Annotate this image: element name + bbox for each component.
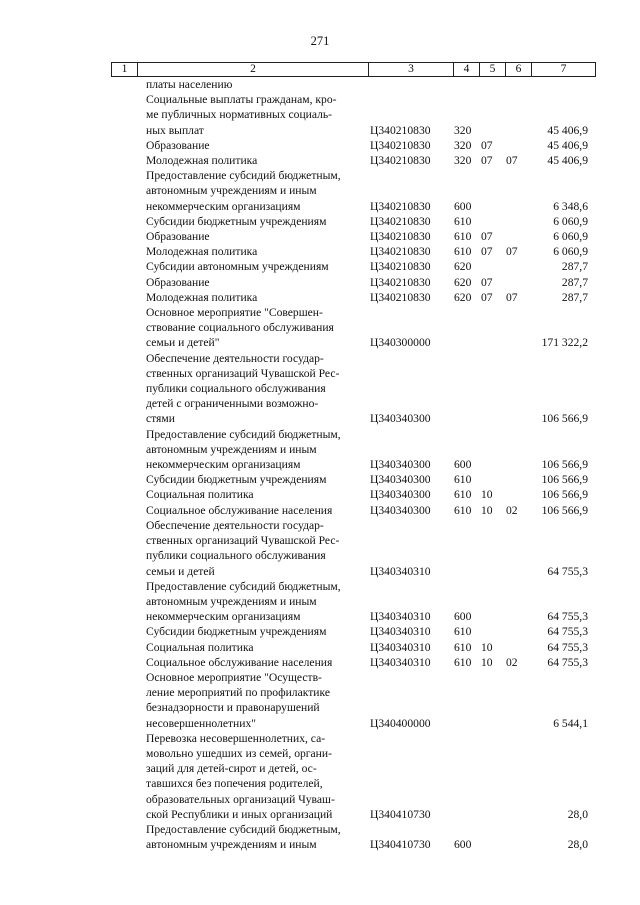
- row-amount: 45 406,9: [547, 123, 588, 137]
- row-amount: 287,7: [561, 275, 588, 289]
- row-name: Социальная политика: [146, 488, 254, 502]
- row-code: Ц340210830: [370, 154, 431, 168]
- table-row: [0, 640, 640, 655]
- row-col-6: 07: [506, 154, 518, 168]
- row-col-4: 610: [454, 655, 472, 669]
- row-code: Ц340210830: [370, 138, 431, 152]
- row-name: Предоставление субсидий бюджетным, автономным учреждениям и иным некоммерческим организациям: [146, 579, 341, 624]
- row-name: Перевозка несовершеннолетних, са- мовольно ушедших из семей, органи- заций для детей-сирот и детей, ос- тавшихся без попечения родителей, образовательных организаций Чуваш- ской Республики и иных организаций: [146, 731, 335, 821]
- row-name: Субсидии бюджетным учреждениям: [146, 214, 327, 228]
- table-row: [0, 259, 640, 274]
- row-col-5: 07: [481, 138, 493, 152]
- row-amount: 106 566,9: [541, 473, 588, 487]
- row-col-5: 10: [481, 488, 493, 502]
- row-amount: 171 322,2: [541, 336, 588, 350]
- row-name: Социальное обслуживание населения: [146, 655, 333, 669]
- table-row: [0, 214, 640, 229]
- row-amount: 6 060,9: [553, 214, 588, 228]
- row-amount: 64 755,3: [547, 655, 588, 669]
- row-code: Ц340340300: [370, 458, 431, 472]
- row-name: Молодежная политика: [146, 154, 258, 168]
- table-row: [0, 822, 640, 852]
- row-name: Социальное обслуживание населения: [146, 503, 333, 517]
- table-row: [0, 351, 640, 427]
- header-col-6: 6: [506, 63, 532, 77]
- row-name: Предоставление субсидий бюджетным, автономным учреждениям и иным некоммерческим организациям: [146, 427, 341, 472]
- row-code: Ц340210830: [370, 290, 431, 304]
- row-code: Ц340210830: [370, 199, 431, 213]
- table-row: [0, 670, 640, 731]
- row-name: Социальные выплаты гражданам, кро- ме публичных нормативных социаль- ных выплат: [146, 93, 337, 137]
- row-code: Ц340340310: [370, 564, 431, 578]
- row-code: Ц340340310: [370, 625, 431, 639]
- row-code: Ц340210830: [370, 245, 431, 259]
- row-code: Ц340210830: [370, 230, 431, 244]
- row-amount: 45 406,9: [547, 138, 588, 152]
- row-col-5: 10: [481, 640, 493, 654]
- row-code: Ц340210830: [370, 214, 431, 228]
- table-row: [0, 244, 640, 259]
- row-col-4: 610: [454, 214, 472, 228]
- row-col-5: 10: [481, 655, 493, 669]
- row-amount: 6 060,9: [553, 230, 588, 244]
- row-col-6: 07: [506, 290, 518, 304]
- column-header-row: [111, 62, 596, 77]
- table-row: [0, 472, 640, 487]
- table-row: [0, 290, 640, 305]
- row-amount: 6 544,1: [553, 716, 588, 730]
- row-name: Молодежная политика: [146, 245, 258, 259]
- header-col-7: 7: [532, 63, 596, 77]
- row-col-5: 07: [481, 245, 493, 259]
- row-col-4: 610: [454, 230, 472, 244]
- row-name: Основное мероприятие "Осуществ- ление мероприятий по профилактике безнадзорности и правонарушений несовершеннолетних": [146, 670, 330, 730]
- row-amount: 64 755,3: [547, 564, 588, 578]
- row-col-5: 10: [481, 503, 493, 517]
- row-amount: 106 566,9: [541, 488, 588, 502]
- row-col-4: 610: [454, 245, 472, 259]
- row-code: Ц340340310: [370, 655, 431, 669]
- row-code: Ц340340310: [370, 610, 431, 624]
- row-code: Ц340340310: [370, 640, 431, 654]
- table-row: [0, 503, 640, 518]
- table-row: [0, 731, 640, 822]
- budget-table-body: [0, 77, 640, 852]
- row-name: Субсидии бюджетным учреждениям: [146, 473, 327, 487]
- page-number: 271: [310, 34, 330, 48]
- row-amount: 64 755,3: [547, 640, 588, 654]
- row-amount: 287,7: [561, 290, 588, 304]
- row-col-4: 320: [454, 138, 472, 152]
- row-amount: 28,0: [567, 838, 588, 852]
- row-amount: 28,0: [567, 807, 588, 821]
- row-code: Ц340210830: [370, 123, 431, 137]
- row-code: Ц340210830: [370, 260, 431, 274]
- row-col-4: 600: [454, 199, 472, 213]
- row-col-4: 620: [454, 260, 472, 274]
- row-name: Основное мероприятие "Совершен- ствование социального обслуживания семьи и детей": [146, 306, 334, 350]
- row-col-4: 600: [454, 838, 472, 852]
- row-col-5: 07: [481, 275, 493, 289]
- header-col-3: 3: [369, 63, 454, 77]
- row-name: Социальная политика: [146, 640, 254, 654]
- row-col-4: 610: [454, 473, 472, 487]
- table-row: [0, 77, 640, 92]
- table-row: [0, 92, 640, 138]
- row-col-5: 07: [481, 290, 493, 304]
- row-amount: 64 755,3: [547, 610, 588, 624]
- row-col-4: 320: [454, 154, 472, 168]
- table-row: [0, 138, 640, 153]
- row-col-6: 07: [506, 245, 518, 259]
- row-code: Ц340400000: [370, 716, 431, 730]
- table-row: [0, 275, 640, 290]
- row-col-4: 320: [454, 123, 472, 137]
- table-row: [0, 153, 640, 168]
- row-col-4: 610: [454, 625, 472, 639]
- row-col-6: 02: [506, 503, 518, 517]
- row-name: платы населению: [146, 78, 233, 91]
- header-col-2: 2: [138, 63, 369, 77]
- row-amount: 6 348,6: [553, 199, 588, 213]
- row-code: Ц340340300: [370, 503, 431, 517]
- row-amount: 106 566,9: [541, 503, 588, 517]
- row-code: Ц340210830: [370, 275, 431, 289]
- row-code: Ц340340300: [370, 412, 431, 426]
- row-name: Обеспечение деятельности государ- ственных организаций Чувашской Рес- публики социального обслуживания семьи и детей: [146, 518, 340, 578]
- header-col-4: 4: [454, 63, 480, 77]
- table-row: [0, 624, 640, 639]
- row-amount: 287,7: [561, 260, 588, 274]
- table-row: [0, 579, 640, 625]
- row-col-4: 610: [454, 488, 472, 502]
- table-row: [0, 655, 640, 670]
- table-row: [0, 229, 640, 244]
- row-col-5: 07: [481, 154, 493, 168]
- row-col-6: 02: [506, 655, 518, 669]
- row-code: Ц340340300: [370, 488, 431, 502]
- row-name: Образование: [146, 230, 210, 244]
- row-amount: 64 755,3: [547, 625, 588, 639]
- row-code: Ц340340300: [370, 473, 431, 487]
- row-code: Ц340410730: [370, 807, 431, 821]
- row-col-4: 610: [454, 640, 472, 654]
- row-name: Субсидии бюджетным учреждениям: [146, 625, 327, 639]
- row-name: Молодежная политика: [146, 290, 258, 304]
- row-col-4: 620: [454, 275, 472, 289]
- table-row: [0, 305, 640, 351]
- row-code: Ц340410730: [370, 838, 431, 852]
- row-col-4: 600: [454, 458, 472, 472]
- table-row: [0, 168, 640, 214]
- table-row: [0, 518, 640, 579]
- row-amount: 6 060,9: [553, 245, 588, 259]
- row-name: Обеспечение деятельности государ- ственных организаций Чувашской Рес- публики социального обслуживания детей с ограниченными возможно- стями: [146, 351, 340, 426]
- row-code: Ц340300000: [370, 336, 431, 350]
- row-col-5: 07: [481, 230, 493, 244]
- row-amount: 45 406,9: [547, 154, 588, 168]
- row-name: Образование: [146, 138, 210, 152]
- row-amount: 106 566,9: [541, 458, 588, 472]
- row-col-4: 610: [454, 503, 472, 517]
- row-amount: 106 566,9: [541, 412, 588, 426]
- table-row: [0, 487, 640, 502]
- row-col-4: 620: [454, 290, 472, 304]
- row-col-4: 600: [454, 610, 472, 624]
- row-name: Субсидии автономным учреждениям: [146, 260, 329, 274]
- row-name: Предоставление субсидий бюджетным, автономным учреждениям и иным некоммерческим организациям: [146, 169, 341, 213]
- row-name: Предоставление субсидий бюджетным, автономным учреждениям и иным: [146, 822, 341, 852]
- header-col-1: 1: [112, 63, 138, 77]
- header-col-5: 5: [480, 63, 506, 77]
- table-row: [0, 427, 640, 473]
- row-name: Образование: [146, 275, 210, 289]
